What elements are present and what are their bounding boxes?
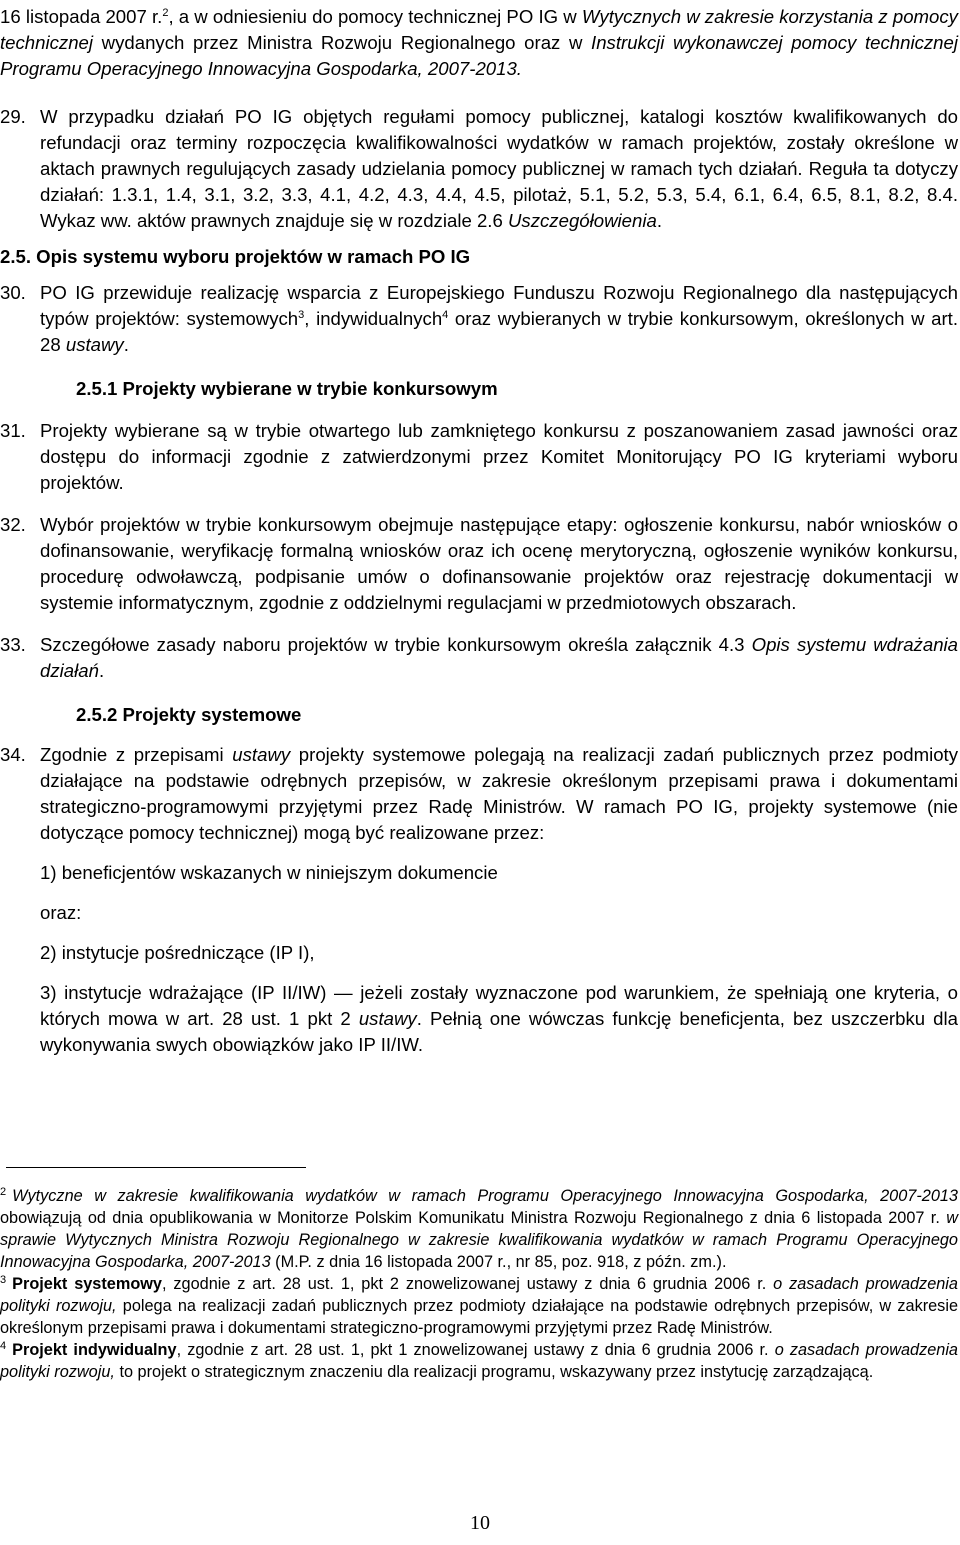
paragraph-31: 31. Projekty wybierane są w trybie otwartego lub zamkniętego konkursu z poszanowaniem zasad jawności oraz dostępu do informacji zgodnie z zatwierdzonymi przez Komitet Monitorujący PO IG kryteriami wyboru projektów. — [0, 420, 958, 493]
paragraph-32: 32. Wybór projektów w trybie konkursowym obejmuje następujące etapy: ogłoszenie konkursu, nabór wniosków o dofinansowanie, weryfikację formalną wniosków oraz ich ocenę merytoryczną, ogłoszenie wyników konkursu, procedurę odwoławczą, podpisanie umów o dofinansowanie projektów oraz rejestrację dokumentacji w systemie informatycznym, zgodnie z oddzielnymi regulacjami w przedmiotowych obszarach. — [0, 514, 958, 613]
list-item-1: 1) beneficjentów wskazanych w niniejszym dokumencie — [40, 862, 498, 883]
page-number: 10 — [470, 1512, 490, 1534]
footnote-4: $^4$ Projekt indywidualny, zgodnie z art. 28 ust. 1, pkt 1 znowelizowanej ustawy z dnia 6 grudnia 2006 r. o zasadach prowadzenia polityki rozwoju, to projekt o strategicznym znaczeniu dla realizacji programu, wskazywany przez instytucję zarządzającą. — [0, 1340, 958, 1381]
footnotes — [0, 1185, 958, 1383]
footnote-number: 4 — [0, 1340, 7, 1352]
main-text — [0, 4, 958, 1058]
paragraph-30: 30. PO IG przewiduje realizację wsparcia z Europejskiego Funduszu Rozwoju Regionalnego dla następujących typów projektów: systemowych$^3$, indywidualnych$^4$ oraz wybieranych w trybie konkursowym, określonych w art. 28 ustawy. — [0, 282, 958, 355]
paragraph-number: 30. — [0, 282, 26, 303]
list-item-3: 3) instytucje wdrażające (IP II/IW) — jeżeli zostały wyznaczone pod warunkiem, że spełniają one kryteria, o których mowa w art. 28 ust. 1 pkt 2 ustawy. Pełnią one wówczas funkcję beneficjenta, bez uszczerbku dla wykonywania swych obowiązków jako IP II/IW. — [40, 982, 958, 1055]
paragraph-34: 34. Zgodnie z przepisami ustawy projekty systemowe polegają na realizacji zadań publicznych przez podmioty działające na podstawie odrębnych przepisów, w zakresie określonym przepisami prawa i dokumentami strategiczno-programowymi przyjętymi przez Radę Ministrów. W ramach PO IG, projekty systemowe (nie dotyczące pomocy technicznej) mogą być realizowane przez: — [0, 744, 959, 843]
section-heading-2-5: 2.5. Opis systemu wyboru projektów w ramach PO IG — [0, 246, 471, 267]
paragraph-number: 33. — [0, 634, 26, 655]
paragraph-number: 32. — [0, 514, 26, 535]
footnote-number: 3 — [0, 1274, 7, 1286]
footnote-separator — [6, 1167, 306, 1168]
paragraph-number: 29. — [0, 106, 26, 127]
paragraph-28-continuation: 16 listopada 2007 r.$^2$, a w odniesieniu do pomocy technicznej PO IG w Wytycznych w zakresie korzystania z pomocy technicznej wydanych przez Ministra Rozwoju Regionalnego oraz w Instrukcji wykonawczej pomocy technicznej Programu Operacyjnego Innowacyjna Gospodarka, 2007-2013. — [0, 6, 958, 79]
footnote-3: $^3$ Projekt systemowy, zgodnie z art. 28 ust. 1, pkt 2 znowelizowanej ustawy z dnia 6 grudnia 2006 r. o zasadach prowadzenia polityki rozwoju, polega na realizacji zadań publicznych przez podmioty działające na podstawie odrębnych przepisów, w zakresie określonym przepisami prawa i dokumentami strategiczno-programowymi przyjętymi przez Radę Ministrów. — [0, 1274, 958, 1337]
footnote-ref-4[interactable]: 4 — [442, 309, 449, 321]
footnote-ref-3[interactable]: 3 — [298, 309, 305, 321]
list-connector-oraz: oraz: — [40, 902, 82, 923]
section-heading-2-5-2: 2.5.2 Projekty systemowe — [76, 704, 302, 725]
footnote-number: 2 — [0, 1186, 7, 1198]
paragraph-number: 34. — [0, 744, 26, 765]
paragraph-33: 33. Szczegółowe zasady naboru projektów w trybie konkursowym określa załącznik 4.3 Opis systemu wdrażania działań. — [0, 634, 959, 681]
list-item-2: 2) instytucje pośredniczące (IP I), — [40, 942, 315, 963]
paragraph-29: 29. W przypadku działań PO IG objętych regułami pomocy publicznej, katalogi kosztów kwalifikowanych do refundacji oraz terminy rozpoczęcia kwalifikowalności wydatków w ramach projektów, zostały określone w aktach prawnych regulujących zasady udzielania pomocy publicznej w ramach tych działań. Reguła ta dotyczy działań: 1.3.1, 1.4, 3.1, 3.2, 3.3, 4.1, 4.2, 4.3, 4.4, 4.5, pilotaż, 5.1, 5.2, 5.3, 5.4, 6.1, 6.4, 6.5, 8.1, 8.2, 8.4. Wykaz ww. aktów prawnych znajduje się w rozdziale 2.6 Uszczegółowienia. — [0, 106, 958, 231]
section-heading-2-5-1: 2.5.1 Projekty wybierane w trybie konkursowym — [76, 378, 498, 399]
paragraph-number: 31. — [0, 420, 26, 441]
footnote-ref-2[interactable]: 2 — [162, 7, 169, 19]
footnote-2: $^2$ Wytyczne w zakresie kwalifikowania wydatków w ramach Programu Operacyjnego Innowacyjna Gospodarka, 2007-2013 obowiązują od dnia opublikowania w Monitorze Polskim Komunikatu Ministra Rozwoju Regionalnego z dnia 6 listopada 2007 r. w sprawie Wytycznych Ministra Rozwoju Regionalnego w zakresie kwalifikowania wydatków w ramach Programu Operacyjnego Innowacyjna Gospodarka, 2007-2013 (M.P. z dnia 16 listopada 2007 r., nr 85, poz. 918, z późn. zm.). — [0, 1186, 958, 1271]
